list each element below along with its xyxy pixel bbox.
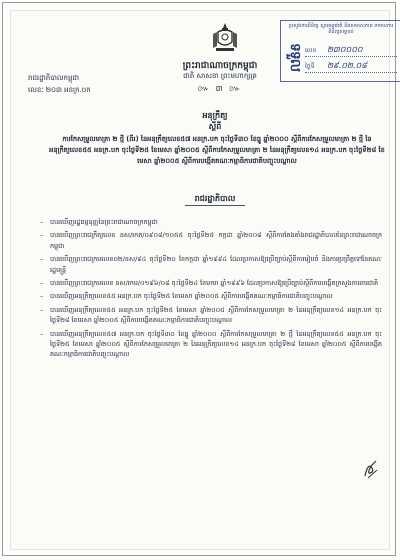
- stamp-number-value: ២៣០០០០: [327, 45, 363, 54]
- document-page: [10, 10, 394, 550]
- government-label: រាជរដ្ឋាភិបាលកម្ពុជា: [28, 74, 80, 82]
- council-heading: រាជរដ្ឋាភិបាល: [194, 194, 236, 203]
- list-item: – បានឃើញព្រះរាជក្រមលេខ នស/រកម/០១៩៦/០៨ ចុះថ្ងៃទី២៤ ខែមករា ឆ្នាំ១៩៩៦ ដែលប្រកាសឱ្យប្រើច្បាប់ស្តីពីការបង្កើតក្រសួងការពារជាតិ: [32, 278, 382, 288]
- royal-crest-icon: [210, 22, 240, 54]
- ornament-divider: ៚ ៣ ៚: [197, 84, 243, 93]
- list-item: – បានឃើញព្រះរាជក្រឹត្យលេខ នស/រកត/០៩០៨/១០៥៥ ចុះថ្ងៃទី២៥ កក្កដា ឆ្នាំ២០០៨ ស្តីពីការតែងតាំងរាជរដ្ឋាភិបាលនៃព្រះរាជាណាចក្រកម្ពុជា: [32, 230, 382, 251]
- stamp-number-key: លេខ: [305, 47, 317, 54]
- national-motto: ជាតិ សាសនា ព្រះមហាក្សត្រ: [183, 72, 257, 80]
- list-item: – បានឃើញអនុក្រឹត្យលេខ៥៥ អនក្រ.បក ចុះថ្ងៃទី២៥ ខែមេសា ឆ្នាំ២០០៥ ស្តីពីការកែសម្រួលមាត្រា ២ នៃអនុក្រឹត្យលេខ១៤ អនក្រ.បក ចុះថ្ងៃទី២៨ ខែមេសា ឆ្នាំ២០០៥ ស្តីពីការបង្កើតគណៈកម្មាធិការជាតិបញ្ចុះបណ្តាល: [32, 305, 382, 326]
- document-type: អនុក្រឹត្យ: [202, 111, 228, 120]
- council-underline: [185, 205, 245, 206]
- list-item: – បានឃើញរដ្ឋធម្មនុញ្ញនៃព្រះរាជាណាចក្រកម្ពុជា: [32, 217, 382, 227]
- stamp-date-key: ថ្ងៃទី: [305, 63, 315, 70]
- considerations-list: [32, 217, 382, 363]
- document-number: លេខៈ ២០៣ អនក្រ.បក: [28, 86, 91, 94]
- stamp-date-value: ២៩.០២.០៨: [327, 61, 367, 70]
- stamp-received-label: ទទួល: [287, 43, 303, 72]
- stamp-number-row: [305, 43, 397, 57]
- signature-mark-icon: [362, 458, 380, 480]
- list-item: – បានឃើញព្រះរាជក្រមលេខ០២/នស/៩៤ ចុះថ្ងៃទី២០ ខែកក្កដា ឆ្នាំ១៩៩៤ ដែលប្រកាសឱ្យប្រើច្បាប់ស្តីពីការរៀបចំ និងការប្រព្រឹត្តទៅនៃគណៈរដ្ឋមន្ត្រី: [32, 254, 382, 275]
- document-about: ស្តីពី: [208, 122, 222, 131]
- list-item: – បានឃើញអនុក្រឹត្យលេខ៥៧ អនក្រ.បក ចុះថ្ងៃទី៣០ ខែធ្នូ ឆ្នាំ២០០០ ស្តីពីការកែសម្រួលមាត្រា ២ ថ្មី នៃអនុក្រឹត្យលេខ៥៥ អនក្រ.បក ចុះថ្ងៃទី២៥ ខែមេសា ឆ្នាំ២០០៥ ស្តីពីការកែសម្រួលមាត្រា ២ នៃអនុក្រឹត្យលេខ១៤ អនក្រ.បក ចុះថ្ងៃទី២៨ ខែមេសា ឆ្នាំ២០០៥ ស្តីពីការបង្កើតគណៈកម្មាធិការជាតិបញ្ចុះបណ្តាល: [32, 329, 382, 360]
- kingdom-heading: ព្រះរាជាណាចក្រកម្ពុជា: [182, 61, 258, 71]
- stamp-header: ប្រសួងការពិនិត្យ ស្តារធម្មជាតិ និងសមាសភាព ទាមានការពិនិត្យសម្គាល់: [288, 23, 394, 35]
- document-subject: ការកែសម្រួលមាត្រា ២ ថ្មី (ពីរ) នៃអនុក្រឹត្យលេខ៥៧ អនក្រ.បក ចុះថ្ងៃទី៣០ ខែធ្នូ ឆ្នាំ២០០០ ស្តីពីការកែសម្រួលមាត្រា ២ ថ្មី នៃអនុក្រឹត្យលេខ៥៥ អនក្រ.បក ចុះថ្ងៃទី២៥ ខែមេសា ឆ្នាំ២០០៥ ស្តីពីការកែសម្រួលមាត្រា ២ នៃអនុក្រឹត្យលេខ១៤ អនក្រ.បក ចុះថ្ងៃទី២៨ ខែមេសា ឆ្នាំ២០០៥ ស្តីពីការបង្កើតគណៈកម្មាធិការជាតិបញ្ចុះបណ្តាល: [49, 135, 385, 165]
- list-item: – បានឃើញអនុក្រឹត្យលេខ៥៥ អនក្រ.បក ចុះថ្ងៃទី២៥ ខែមេសា ឆ្នាំ២០០៥ ស្តីពីការបង្កើតគណៈកម្មាធិការជាតិបញ្ចុះបណ្តាល: [32, 291, 382, 301]
